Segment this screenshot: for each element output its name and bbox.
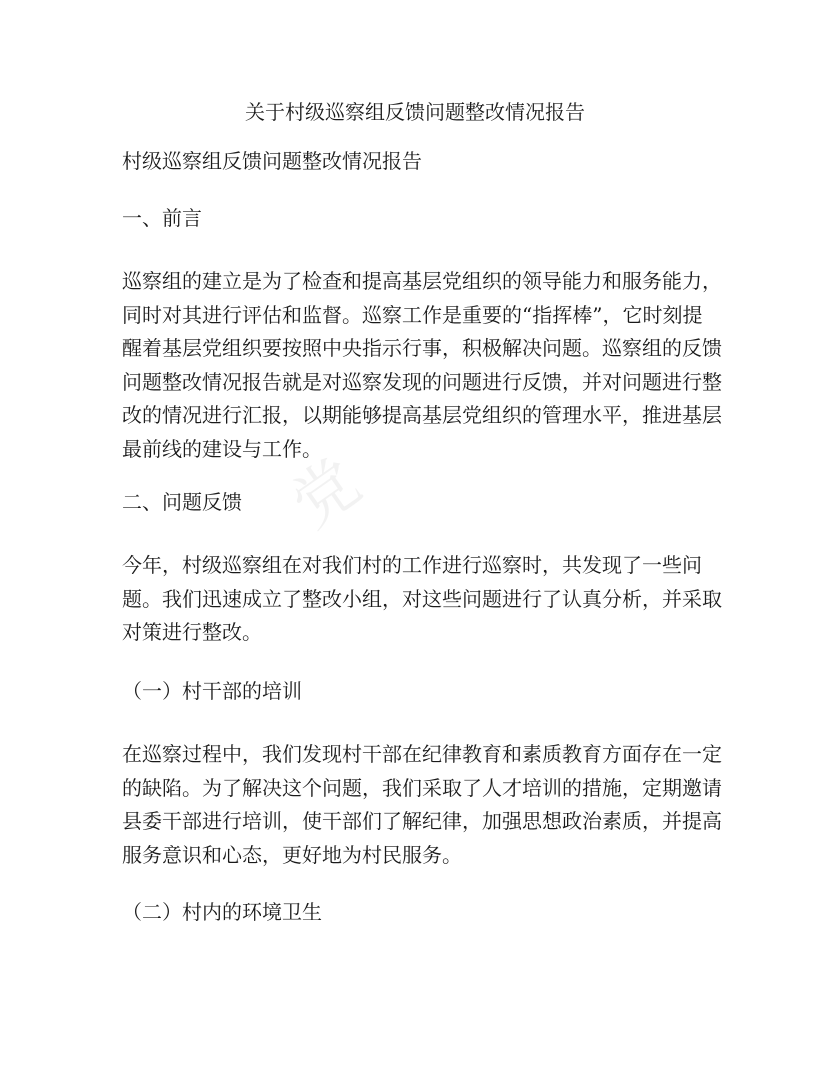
section-paragraph-issues: 今年，村级巡察组在对我们村的工作进行巡察时，共发现了一些问题。我们迅速成立了整改小组，对这些问题进行了认真分析，并采取对策进行整改。 [122,553,722,644]
document-subtitle: 村级巡察组反馈问题整改情况报告 [122,149,422,173]
document-title: 关于村级巡察组反馈问题整改情况报告 [245,100,585,124]
section-heading-environment: （二）村内的环境卫生 [122,900,322,924]
section-heading-preface: 一、前言 [122,206,202,230]
section-paragraph-preface: 巡察组的建立是为了检查和提高基层党组织的领导能力和服务能力，同时对其进行评估和监督。巡察工作是重要的“指挥棒”，它时刻提醒着基层党组织要按照中央指示行事，积极解决问题。巡察组的反馈问题整改情况报告就是对巡察发现的问题进行反馈，并对问题进行整改的情况进行汇报，以期能够提高基层党组织的管理水平，推进基层最前线的建设与工作。 [122,269,722,461]
watermark: 党 [278,439,382,543]
section-heading-issues: 二、问题反馈 [122,490,242,514]
section-heading-training: （一）村干部的培训 [122,679,302,703]
section-paragraph-training: 在巡察过程中，我们发现村干部在纪律教育和素质教育方面存在一定的缺陷。为了解决这个问题，我们采取了人才培训的措施，定期邀请县委干部进行培训，使干部们了解纪律，加强思想政治素质，并提高服务意识和心态，更好地为村民服务。 [122,742,722,867]
